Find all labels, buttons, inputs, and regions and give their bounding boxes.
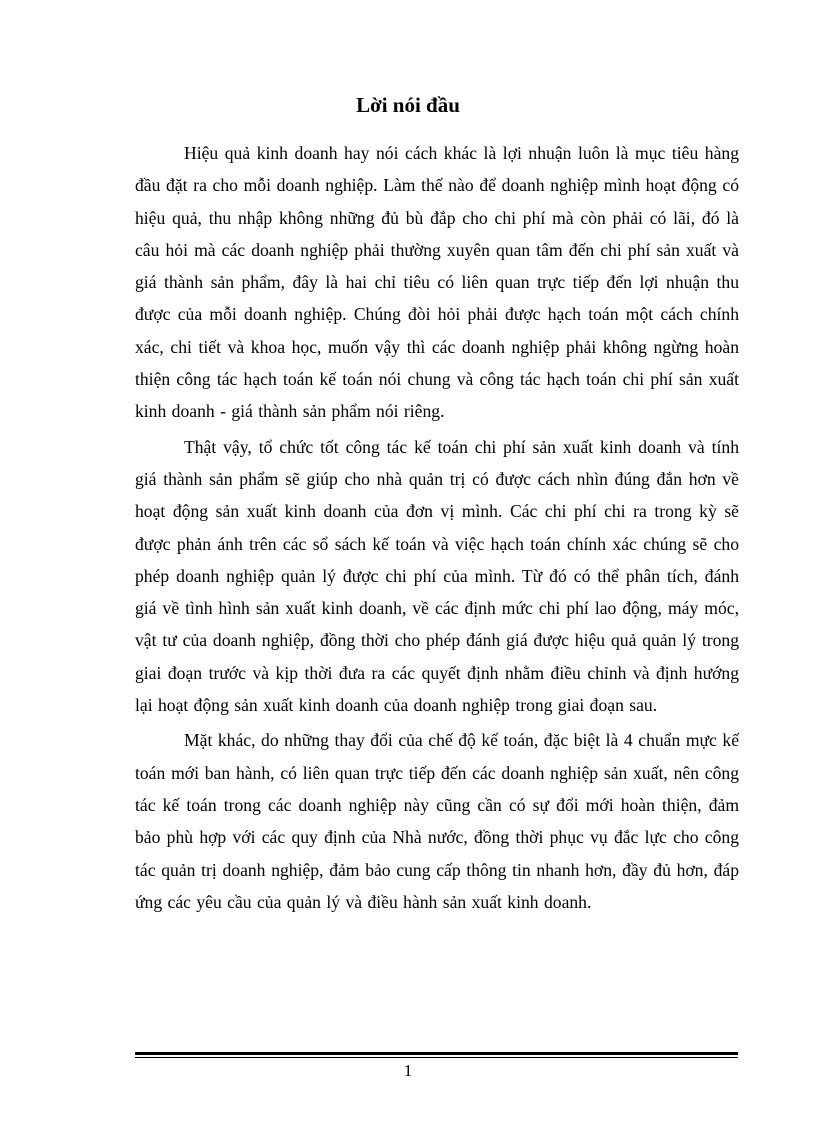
footer-rule-thick	[135, 1052, 738, 1055]
footer-rule-thin	[135, 1057, 738, 1058]
footer-divider	[135, 1052, 738, 1058]
page-number: 1	[403, 1061, 413, 1080]
page-title: Lời nói đầu	[356, 93, 460, 117]
paragraph-1: Hiệu quả kinh doanh hay nói cách khác là lợi nhuận luôn là mục tiêu hàng đầu đặt ra cho mỗi doanh nghiệp. Làm thế nào để doanh nghiệp mình hoạt động có hiệu quả, thu nhập không những đủ bù đắp cho chi phí mà còn phải có lãi, đó là câu hỏi mà các doanh nghiệp phải thường xuyên quan tâm đến chi phí sản xuất và giá thành sản phẩm, đây là hai chỉ tiêu có liên quan trực tiếp đến lợi nhuận thu được của mỗi doanh nghiệp. Chúng đòi hỏi phải được hạch toán một cách chính xác, chi tiết và khoa học, muốn vậy thì các doanh nghiệp phải không ngừng hoàn thiện công tác hạch toán kế toán nói chung và công tác hạch toán chi phí sản xuất kinh doanh - giá thành sản phẩm nói riêng.	[135, 143, 739, 422]
document-body	[135, 137, 739, 921]
paragraph-3: Mặt khác, do những thay đổi của chế độ kế toán, đặc biệt là 4 chuẩn mực kế toán mới ban hành, có liên quan trực tiếp đến các doanh nghiệp sản xuất, nên công tác kế toán trong các doanh nghiệp này cũng cần có sự đổi mới hoàn thiện, đảm bảo phù hợp với các quy định của Nhà nước, đồng thời phục vụ đắc lực cho công tác quản trị doanh nghiệp, đảm bảo cung cấp thông tin nhanh hơn, đầy đủ hơn, đáp ứng các yêu cầu của quản lý và điều hành sản xuất kinh doanh.	[135, 730, 739, 912]
paragraph-2: Thật vậy, tổ chức tốt công tác kế toán chi phí sản xuất kinh doanh và tính giá thành sản phẩm sẽ giúp cho nhà quản trị có được cách nhìn đúng đắn hơn về hoạt động sản xuất kinh doanh của đơn vị mình. Các chi phí chi ra trong kỳ sẽ được phản ánh trên các sổ sách kế toán và việc hạch toán chính xác chúng sẽ cho phép doanh nghiệp quản lý được chi phí của mình. Từ đó có thể phân tích, đánh giá về tình hình sản xuất kinh doanh, về các định mức chi phí lao động, máy móc, vật tư của doanh nghiệp, đồng thời cho phép đánh giá được hiệu quả quản lý trong giai đoạn trước và kịp thời đưa ra các quyết định nhằm điều chỉnh và định hướng lại hoạt động sản xuất kinh doanh của doanh nghiệp trong giai đoạn sau.	[135, 436, 739, 716]
